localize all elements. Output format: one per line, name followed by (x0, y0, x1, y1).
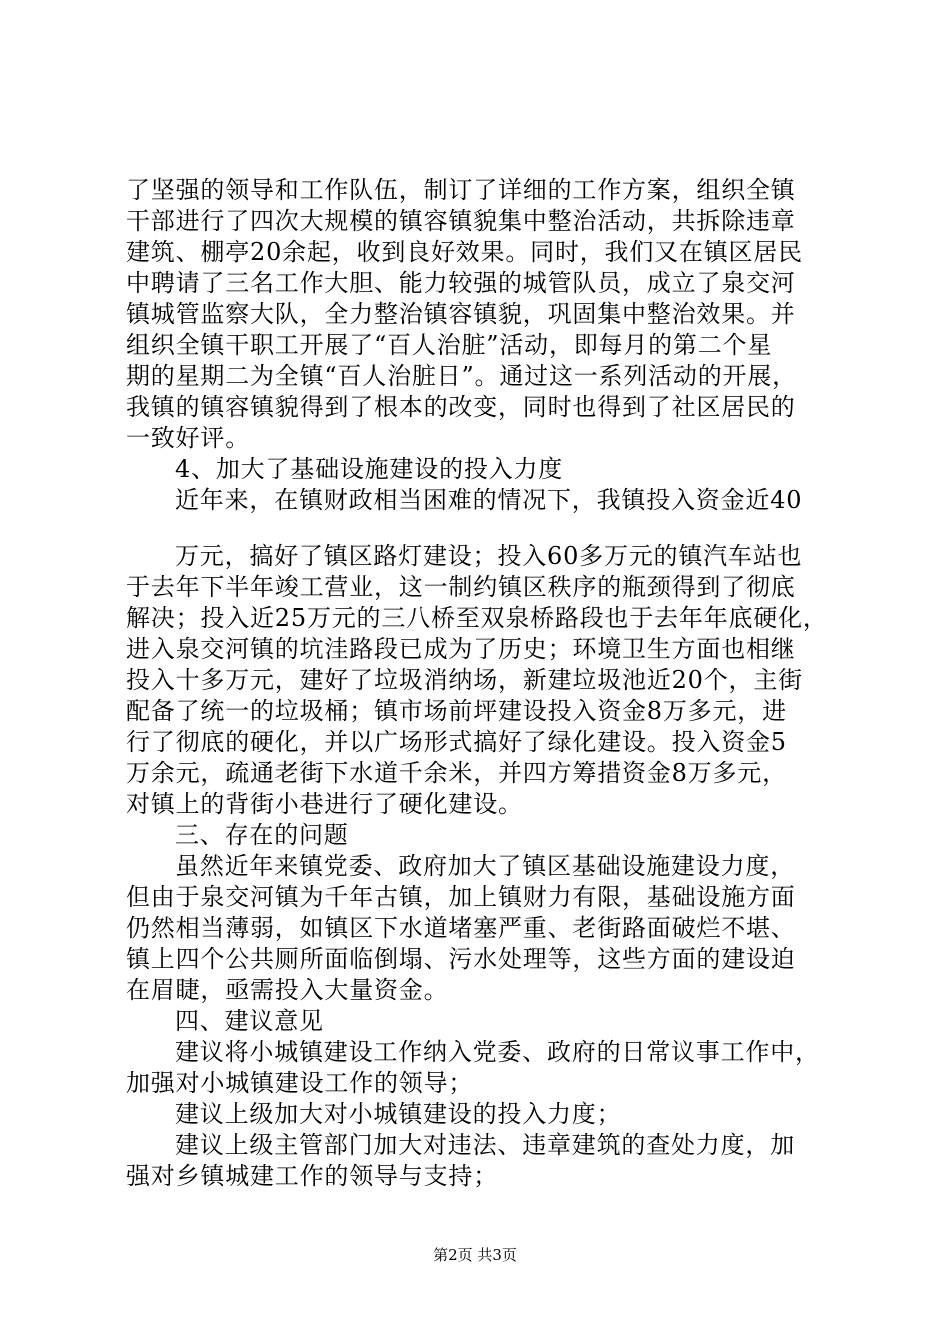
body-line: 一致好评。 (126, 424, 250, 452)
body-line: 组织全镇干职工开展了“百人治脏”活动，即每月的第二个星 (126, 331, 773, 359)
body-line: 但由于泉交河镇为千年古镇，加上镇财力有限，基础设施方面 (126, 883, 796, 911)
body-line: 我镇的镇容镇貌得到了根本的改变，同时也得到了社区居民的 (126, 393, 796, 421)
page-footer: 第2页 共3页 (433, 1246, 517, 1264)
body-line: 了坚强的领导和工作队伍，制订了详细的工作方案，组织全镇 (126, 176, 796, 204)
body-line: 干部进行了四次大规模的镇容镇貌集中整治活动，共拆除违章 (126, 207, 796, 235)
body-line: 强对乡镇城建工作的领导与支持； (126, 1162, 498, 1190)
section-heading: 三、存在的问题 (175, 821, 349, 849)
body-line: 建议将小城镇建设工作纳入党委、政府的日常议事工作中， (175, 1038, 820, 1066)
body-line: 在眉睫，亟需投入大量资金。 (126, 976, 449, 1004)
body-line: 加强对小城镇建设工作的领导； (126, 1069, 474, 1097)
body-line: 建议上级加大对小城镇建设的投入力度； (175, 1100, 622, 1128)
body-line: 镇上四个公共厕所面临倒塌、污水处理等，这些方面的建设迫 (126, 945, 796, 973)
body-line: 仍然相当薄弱，如镇区下水道堵塞严重、老街路面破烂不堪、 (126, 914, 796, 942)
body-line: 行了彻底的硬化，并以广场形式搞好了绿化建设。投入资金5 (126, 728, 787, 756)
body-line: 于去年下半年竣工营业，这一制约镇区秩序的瓶颈得到了彻底 (126, 573, 796, 601)
body-line: 解决；投入近25万元的三八桥至双泉桥路段也于去年年底硬化， (126, 604, 828, 632)
body-line: 镇城管监察大队，全力整治镇容镇貌，巩固集中整治效果。并 (126, 300, 796, 328)
body-line: 投入十多万元，建好了垃圾消纳场，新建垃圾池近20个，主街 (126, 666, 803, 694)
body-line: 对镇上的背街小巷进行了硬化建设。 (126, 790, 523, 818)
body-line: 虽然近年来镇党委、政府加大了镇区基础设施建设力度， (175, 852, 795, 880)
section-heading: 4、加大了基础设施建设的投入力度 (175, 455, 564, 483)
body-line: 期的星期二为全镇“百人治脏日”。通过这一系列活动的开展， (126, 362, 797, 390)
body-line: 配备了统一的垃圾桶；镇市场前坪建设投入资金8万多元，进 (126, 697, 787, 725)
body-line: 进入泉交河镇的坑洼路段已成为了历史；环境卫生方面也相继 (126, 635, 796, 663)
section-heading: 四、建议意见 (175, 1007, 324, 1035)
body-line: 近年来，在镇财政相当困难的情况下，我镇投入资金近40 (175, 486, 803, 514)
body-line: 中聘请了三名工作大胆、能力较强的城管队员，成立了泉交河 (126, 269, 796, 297)
body-line: 万元，搞好了镇区路灯建设；投入60多万元的镇汽车站也 (175, 542, 803, 570)
body-line: 建议上级主管部门加大对违法、违章建筑的查处力度，加 (175, 1131, 795, 1159)
body-line: 建筑、棚亭20余起，收到良好效果。同时，我们又在镇区居民 (126, 238, 803, 266)
body-line: 万余元，疏通老街下水道千余米，并四方筹措资金8万多元， (126, 759, 787, 787)
